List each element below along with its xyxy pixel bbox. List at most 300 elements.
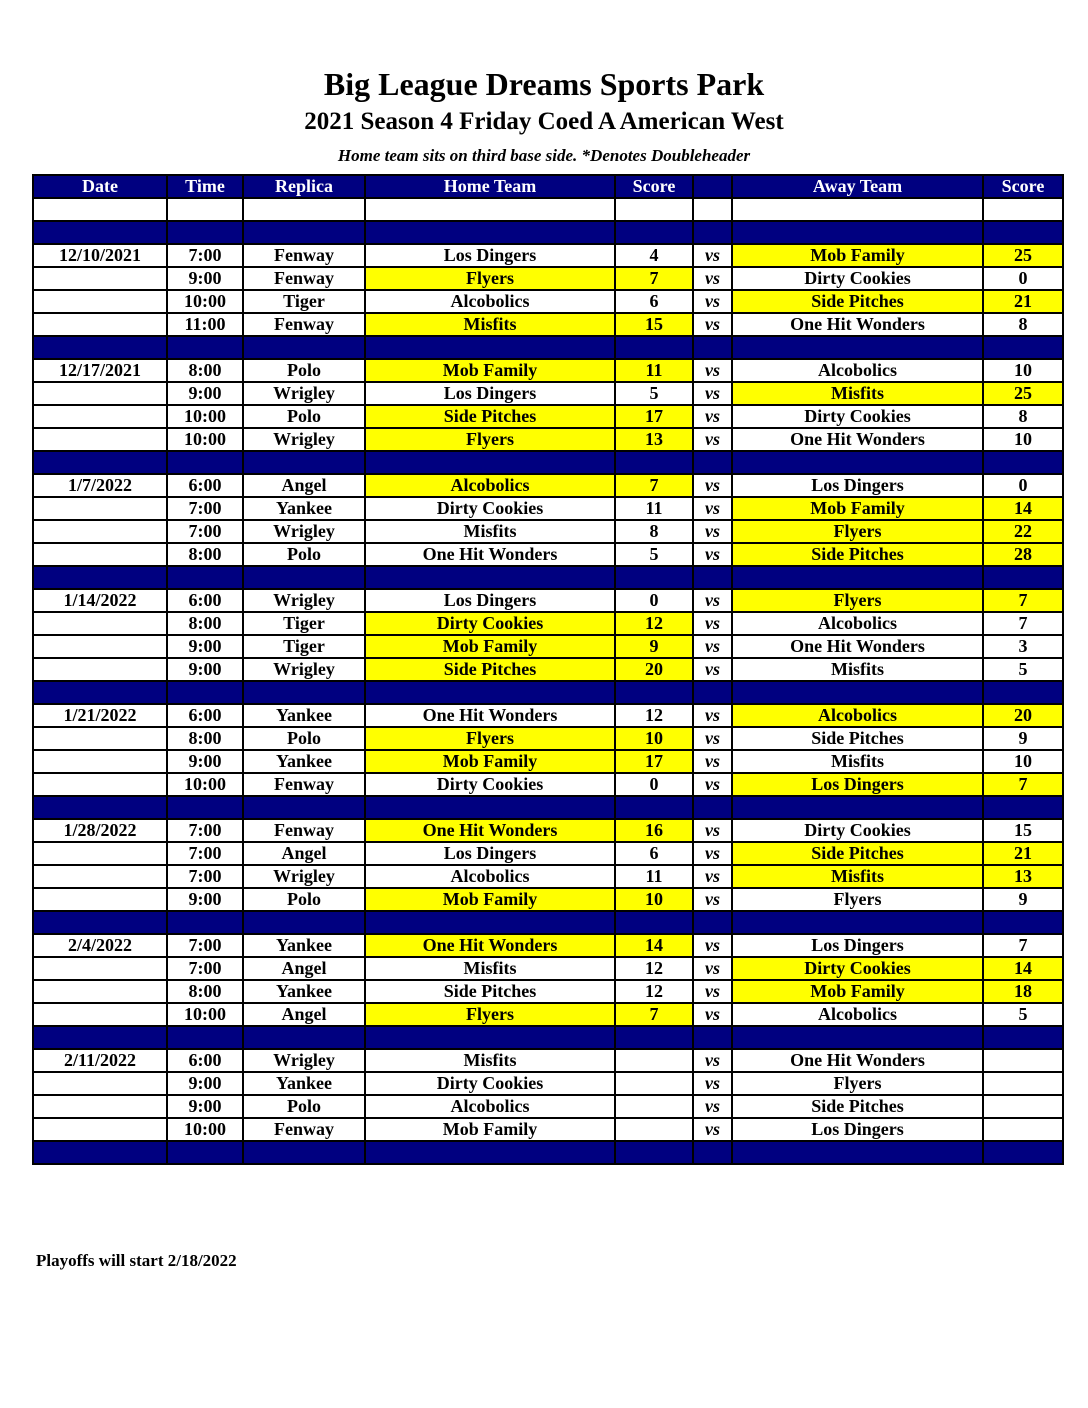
game-field: Wrigley	[243, 865, 365, 888]
home-team: Mob Family	[365, 635, 615, 658]
game-time: 9:00	[167, 382, 243, 405]
game-time: 8:00	[167, 543, 243, 566]
empty-cell	[365, 451, 615, 474]
empty-cell	[732, 451, 983, 474]
game-time: 6:00	[167, 1049, 243, 1072]
empty-cell	[167, 681, 243, 704]
empty-cell	[983, 198, 1063, 221]
game-date	[33, 428, 167, 451]
empty-cell	[615, 1026, 693, 1049]
empty-cell	[243, 1141, 365, 1164]
away-score: 15	[983, 819, 1063, 842]
away-score: 8	[983, 405, 1063, 428]
home-score: 5	[615, 543, 693, 566]
empty-cell	[693, 198, 732, 221]
game-row	[33, 612, 1063, 635]
separator-row	[33, 566, 1063, 589]
page-title: Big League Dreams Sports Park	[323, 66, 765, 102]
away-team: Flyers	[732, 888, 983, 911]
game-field: Yankee	[243, 980, 365, 1003]
empty-cell	[983, 911, 1063, 934]
home-team: Alcobolics	[365, 1095, 615, 1118]
game-field: Yankee	[243, 934, 365, 957]
empty-cell	[693, 911, 732, 934]
home-score: 11	[615, 865, 693, 888]
home-score: 8	[615, 520, 693, 543]
game-field: Tiger	[243, 290, 365, 313]
empty-cell	[983, 1026, 1063, 1049]
game-date	[33, 658, 167, 681]
game-time: 6:00	[167, 589, 243, 612]
away-team: Misfits	[732, 658, 983, 681]
empty-cell	[243, 221, 365, 244]
home-team: Side Pitches	[365, 980, 615, 1003]
game-field: Angel	[243, 1003, 365, 1026]
vs-label: vs	[693, 405, 732, 428]
game-date	[33, 405, 167, 428]
game-date	[33, 773, 167, 796]
game-field: Fenway	[243, 819, 365, 842]
away-score: 7	[983, 773, 1063, 796]
game-date: 1/28/2022	[33, 819, 167, 842]
game-time: 9:00	[167, 658, 243, 681]
vs-label: vs	[693, 382, 732, 405]
home-team: Mob Family	[365, 888, 615, 911]
away-team: Los Dingers	[732, 474, 983, 497]
empty-cell	[365, 796, 615, 819]
vs-label: vs	[693, 1118, 732, 1141]
home-team: One Hit Wonders	[365, 543, 615, 566]
away-team: Flyers	[732, 520, 983, 543]
empty-cell	[983, 566, 1063, 589]
game-date	[33, 313, 167, 336]
away-score: 5	[983, 658, 1063, 681]
away-team: Misfits	[732, 382, 983, 405]
col-time-header: Time	[167, 175, 243, 198]
game-time: 7:00	[167, 865, 243, 888]
game-date	[33, 1095, 167, 1118]
empty-cell	[365, 198, 615, 221]
empty-cell	[33, 336, 167, 359]
game-time: 9:00	[167, 1095, 243, 1118]
col-date-header: Date	[33, 175, 167, 198]
home-team: Dirty Cookies	[365, 773, 615, 796]
empty-cell	[615, 336, 693, 359]
empty-cell	[33, 198, 167, 221]
away-score: 7	[983, 934, 1063, 957]
game-field: Polo	[243, 543, 365, 566]
game-field: Fenway	[243, 244, 365, 267]
schedule-body	[33, 198, 1063, 1164]
away-team: Mob Family	[732, 244, 983, 267]
game-date	[33, 842, 167, 865]
game-field: Angel	[243, 842, 365, 865]
vs-label: vs	[693, 658, 732, 681]
game-row	[33, 290, 1063, 313]
away-team: Alcobolics	[732, 704, 983, 727]
game-field: Polo	[243, 888, 365, 911]
vs-label: vs	[693, 888, 732, 911]
away-team: Dirty Cookies	[732, 819, 983, 842]
away-team: Dirty Cookies	[732, 957, 983, 980]
separator-row	[33, 336, 1063, 359]
game-row	[33, 980, 1063, 1003]
game-row	[33, 589, 1063, 612]
separator-row	[33, 221, 1063, 244]
away-team: Side Pitches	[732, 842, 983, 865]
away-team: Misfits	[732, 750, 983, 773]
game-row	[33, 635, 1063, 658]
game-row	[33, 773, 1063, 796]
away-score: 10	[983, 750, 1063, 773]
away-score: 18	[983, 980, 1063, 1003]
empty-cell	[167, 796, 243, 819]
game-date	[33, 612, 167, 635]
game-row	[33, 704, 1063, 727]
separator-row	[33, 1141, 1063, 1164]
game-date	[33, 497, 167, 520]
vs-label: vs	[693, 750, 732, 773]
home-score: 0	[615, 773, 693, 796]
vs-label: vs	[693, 1072, 732, 1095]
empty-cell	[693, 681, 732, 704]
home-score: 12	[615, 612, 693, 635]
empty-cell	[243, 566, 365, 589]
home-team: Flyers	[365, 727, 615, 750]
away-team: Side Pitches	[732, 543, 983, 566]
separator-row	[33, 1026, 1063, 1049]
away-score: 0	[983, 267, 1063, 290]
home-score: 10	[615, 727, 693, 750]
game-date: 2/4/2022	[33, 934, 167, 957]
away-team: Side Pitches	[732, 290, 983, 313]
game-date	[33, 1072, 167, 1095]
game-date	[33, 635, 167, 658]
away-team: Flyers	[732, 1072, 983, 1095]
game-field: Yankee	[243, 704, 365, 727]
game-time: 8:00	[167, 359, 243, 382]
empty-cell	[693, 221, 732, 244]
empty-cell	[983, 451, 1063, 474]
empty-cell	[33, 1141, 167, 1164]
game-date: 1/21/2022	[33, 704, 167, 727]
home-team: Flyers	[365, 267, 615, 290]
separator-row	[33, 681, 1063, 704]
game-row	[33, 497, 1063, 520]
home-team: Alcobolics	[365, 865, 615, 888]
game-time: 10:00	[167, 428, 243, 451]
away-score: 14	[983, 497, 1063, 520]
away-score: 28	[983, 543, 1063, 566]
game-row	[33, 543, 1063, 566]
game-row	[33, 244, 1063, 267]
empty-cell	[243, 1026, 365, 1049]
empty-cell	[693, 451, 732, 474]
vs-label: vs	[693, 980, 732, 1003]
away-team: Dirty Cookies	[732, 267, 983, 290]
game-time: 11:00	[167, 313, 243, 336]
empty-cell	[33, 796, 167, 819]
vs-label: vs	[693, 520, 732, 543]
empty-cell	[732, 336, 983, 359]
game-row	[33, 888, 1063, 911]
away-score: 7	[983, 589, 1063, 612]
home-score: 5	[615, 382, 693, 405]
home-score	[615, 1118, 693, 1141]
away-score: 25	[983, 382, 1063, 405]
empty-cell	[732, 1141, 983, 1164]
empty-cell	[243, 336, 365, 359]
away-team: One Hit Wonders	[732, 1049, 983, 1072]
empty-cell	[693, 1026, 732, 1049]
game-field: Polo	[243, 359, 365, 382]
away-score: 25	[983, 244, 1063, 267]
home-team: Misfits	[365, 1049, 615, 1072]
game-date	[33, 1003, 167, 1026]
empty-cell	[732, 198, 983, 221]
game-field: Fenway	[243, 1118, 365, 1141]
separator-row	[33, 451, 1063, 474]
empty-cell	[365, 681, 615, 704]
game-row	[33, 819, 1063, 842]
empty-cell	[615, 1141, 693, 1164]
vs-label: vs	[693, 612, 732, 635]
away-score	[983, 1118, 1063, 1141]
game-date	[33, 980, 167, 1003]
home-score: 7	[615, 474, 693, 497]
game-time: 7:00	[167, 244, 243, 267]
home-score: 11	[615, 359, 693, 382]
empty-cell	[167, 336, 243, 359]
home-team: Dirty Cookies	[365, 497, 615, 520]
empty-cell	[693, 1141, 732, 1164]
home-score: 15	[615, 313, 693, 336]
away-team: Alcobolics	[732, 359, 983, 382]
away-team: Side Pitches	[732, 1095, 983, 1118]
empty-cell	[983, 1141, 1063, 1164]
game-time: 9:00	[167, 1072, 243, 1095]
home-team: Alcobolics	[365, 474, 615, 497]
away-score	[983, 1049, 1063, 1072]
away-team: Dirty Cookies	[732, 405, 983, 428]
schedule-table	[32, 174, 1064, 1165]
vs-label: vs	[693, 1003, 732, 1026]
game-time: 7:00	[167, 842, 243, 865]
game-field: Wrigley	[243, 382, 365, 405]
separator-row	[33, 911, 1063, 934]
empty-cell	[243, 451, 365, 474]
game-field: Wrigley	[243, 589, 365, 612]
home-team: Side Pitches	[365, 405, 615, 428]
empty-cell	[33, 911, 167, 934]
game-date	[33, 543, 167, 566]
empty-cell	[615, 566, 693, 589]
home-team: One Hit Wonders	[365, 704, 615, 727]
home-score: 17	[615, 405, 693, 428]
game-time: 7:00	[167, 497, 243, 520]
game-date: 1/14/2022	[33, 589, 167, 612]
empty-cell	[983, 796, 1063, 819]
empty-cell	[365, 336, 615, 359]
game-time: 7:00	[167, 819, 243, 842]
away-score: 21	[983, 842, 1063, 865]
empty-cell	[167, 221, 243, 244]
game-field: Tiger	[243, 612, 365, 635]
home-score: 6	[615, 290, 693, 313]
vs-label: vs	[693, 957, 732, 980]
empty-cell	[167, 566, 243, 589]
empty-cell	[167, 451, 243, 474]
empty-cell	[615, 911, 693, 934]
empty-cell	[33, 451, 167, 474]
game-field: Wrigley	[243, 658, 365, 681]
home-team: Alcobolics	[365, 290, 615, 313]
home-team: One Hit Wonders	[365, 934, 615, 957]
game-row	[33, 267, 1063, 290]
away-score: 0	[983, 474, 1063, 497]
vs-label: vs	[693, 543, 732, 566]
game-row	[33, 842, 1063, 865]
home-team: Side Pitches	[365, 658, 615, 681]
empty-cell	[693, 336, 732, 359]
vs-label: vs	[693, 359, 732, 382]
game-time: 9:00	[167, 267, 243, 290]
home-team: Mob Family	[365, 1118, 615, 1141]
away-team: Los Dingers	[732, 773, 983, 796]
empty-cell	[167, 198, 243, 221]
vs-label: vs	[693, 727, 732, 750]
game-date: 1/7/2022	[33, 474, 167, 497]
game-time: 9:00	[167, 888, 243, 911]
blank-row	[33, 198, 1063, 221]
vs-label: vs	[693, 428, 732, 451]
game-field: Yankee	[243, 750, 365, 773]
vs-label: vs	[693, 819, 732, 842]
empty-cell	[615, 198, 693, 221]
header-row	[33, 175, 1063, 198]
game-time: 7:00	[167, 934, 243, 957]
season-subtitle: 2021 Season 4 Friday Coed A American West	[304, 108, 784, 135]
empty-cell	[167, 911, 243, 934]
game-time: 8:00	[167, 612, 243, 635]
away-score: 5	[983, 1003, 1063, 1026]
empty-cell	[615, 681, 693, 704]
empty-cell	[33, 566, 167, 589]
home-team: Los Dingers	[365, 589, 615, 612]
game-row	[33, 727, 1063, 750]
empty-cell	[33, 221, 167, 244]
home-score: 0	[615, 589, 693, 612]
game-time: 8:00	[167, 980, 243, 1003]
away-team: Los Dingers	[732, 1118, 983, 1141]
game-field: Angel	[243, 474, 365, 497]
game-field: Yankee	[243, 497, 365, 520]
game-field: Angel	[243, 957, 365, 980]
vs-label: vs	[693, 313, 732, 336]
game-date	[33, 727, 167, 750]
home-team: Mob Family	[365, 359, 615, 382]
vs-label: vs	[693, 497, 732, 520]
empty-cell	[243, 796, 365, 819]
game-time: 9:00	[167, 635, 243, 658]
home-team: Misfits	[365, 313, 615, 336]
home-team: Los Dingers	[365, 244, 615, 267]
empty-cell	[615, 221, 693, 244]
col-away-score-header: Score	[983, 175, 1063, 198]
game-row	[33, 474, 1063, 497]
vs-label: vs	[693, 290, 732, 313]
away-score: 3	[983, 635, 1063, 658]
home-team: Dirty Cookies	[365, 612, 615, 635]
empty-cell	[33, 1026, 167, 1049]
home-score: 11	[615, 497, 693, 520]
game-date: 2/11/2022	[33, 1049, 167, 1072]
away-score: 14	[983, 957, 1063, 980]
empty-cell	[243, 911, 365, 934]
empty-cell	[732, 1026, 983, 1049]
col-away-team-header: Away Team	[732, 175, 983, 198]
schedule-note: Home team sits on third base side. *Denotes Doubleheader	[337, 146, 751, 165]
game-time: 10:00	[167, 405, 243, 428]
home-score: 16	[615, 819, 693, 842]
home-team: Misfits	[365, 957, 615, 980]
game-date	[33, 865, 167, 888]
away-team: Misfits	[732, 865, 983, 888]
home-team: Flyers	[365, 428, 615, 451]
home-score: 7	[615, 1003, 693, 1026]
vs-label: vs	[693, 589, 732, 612]
home-score	[615, 1049, 693, 1072]
game-time: 10:00	[167, 1118, 243, 1141]
home-score: 13	[615, 428, 693, 451]
game-row	[33, 1003, 1063, 1026]
empty-cell	[243, 198, 365, 221]
home-score	[615, 1095, 693, 1118]
game-row	[33, 382, 1063, 405]
game-date	[33, 267, 167, 290]
game-row	[33, 865, 1063, 888]
empty-cell	[983, 336, 1063, 359]
home-team: One Hit Wonders	[365, 819, 615, 842]
empty-cell	[693, 796, 732, 819]
game-field: Yankee	[243, 1072, 365, 1095]
game-field: Wrigley	[243, 428, 365, 451]
away-team: Los Dingers	[732, 934, 983, 957]
away-score: 8	[983, 313, 1063, 336]
away-team: One Hit Wonders	[732, 428, 983, 451]
home-team: Flyers	[365, 1003, 615, 1026]
away-team: Alcobolics	[732, 1003, 983, 1026]
game-row	[33, 1049, 1063, 1072]
home-score: 20	[615, 658, 693, 681]
playoffs-note: Playoffs will start 2/18/2022	[36, 1251, 237, 1270]
col-home-team-header: Home Team	[365, 175, 615, 198]
vs-label: vs	[693, 474, 732, 497]
away-team: Side Pitches	[732, 727, 983, 750]
game-row	[33, 934, 1063, 957]
home-score: 4	[615, 244, 693, 267]
home-team: Mob Family	[365, 750, 615, 773]
game-field: Wrigley	[243, 520, 365, 543]
away-team: One Hit Wonders	[732, 313, 983, 336]
vs-label: vs	[693, 704, 732, 727]
empty-cell	[983, 681, 1063, 704]
game-field: Wrigley	[243, 1049, 365, 1072]
away-score: 20	[983, 704, 1063, 727]
away-score: 7	[983, 612, 1063, 635]
game-row	[33, 520, 1063, 543]
away-score: 9	[983, 727, 1063, 750]
